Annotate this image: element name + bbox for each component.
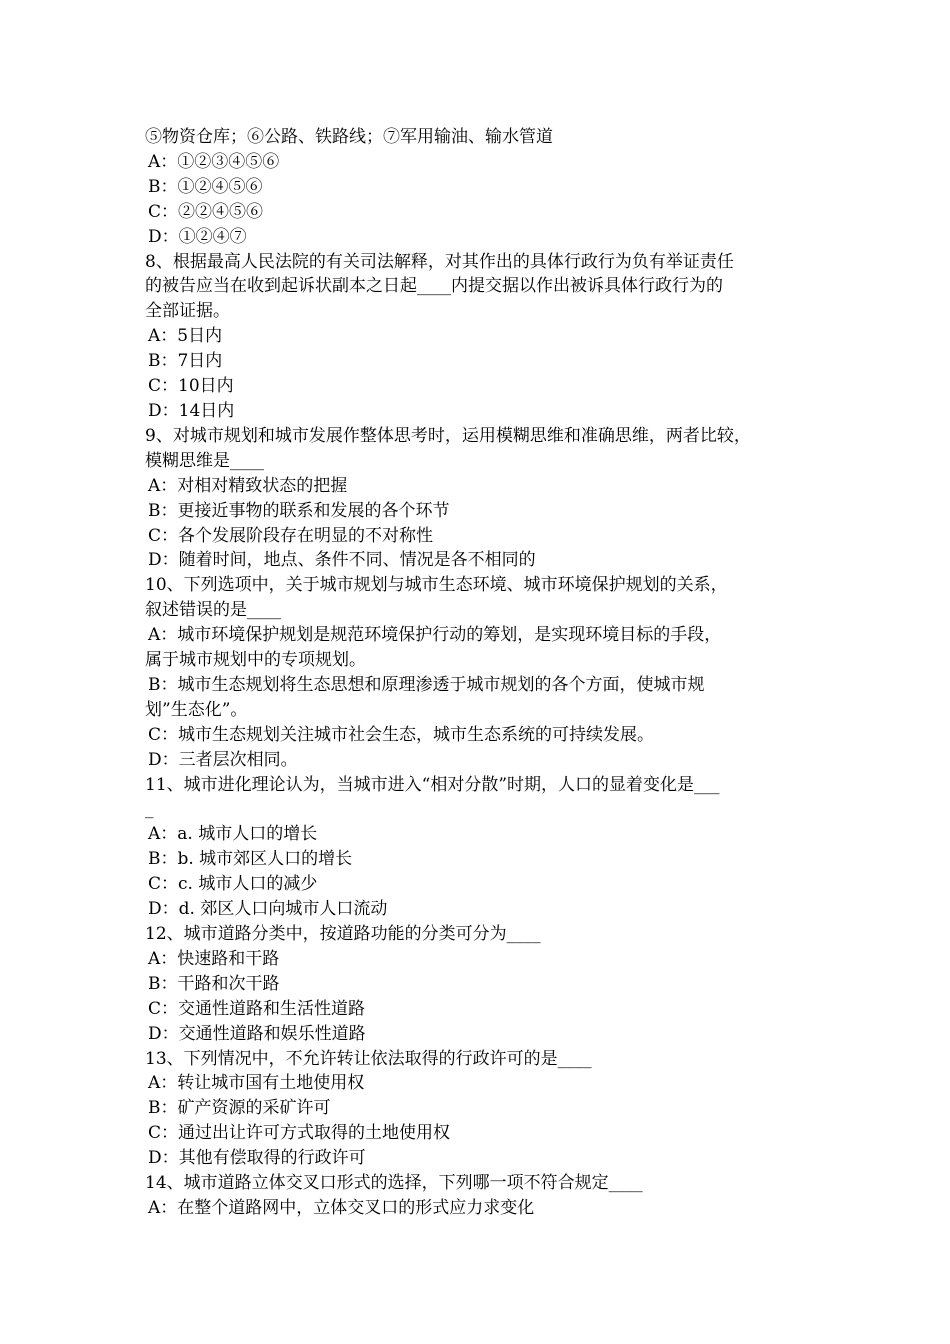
question-line: 13、下列情况中，不允许转让依法取得的行政许可的是____ (145, 1048, 592, 1069)
option-line: D：d. 郊区人口向城市人口流动 (148, 899, 388, 920)
option-line: D：随着时间，地点、条件不同、情况是各不相同的 (148, 550, 536, 571)
option-line: C：通过出让许可方式取得的土地使用权 (148, 1123, 451, 1144)
question-line: 的被告应当在收到起诉状副本之日起____内提交据以作出被诉具体行政行为的 (145, 276, 723, 297)
option-line: C：②②④⑤⑥ (148, 201, 264, 222)
option-line: A：在整个道路网中，立体交叉口的形式应力求变化 (148, 1197, 535, 1218)
question-line: 8、根据最高人民法院的有关司法解释，对其作出的具体行政行为负有举证责任 (145, 251, 734, 272)
option-line: D：其他有偿取得的行政许可 (148, 1148, 366, 1169)
question-line: 叙述错误的是____ (145, 600, 281, 621)
option-line: B：矿产资源的采矿许可 (148, 1098, 331, 1119)
option-line: D：交通性道路和娱乐性道路 (148, 1023, 366, 1044)
option-line: D：14日内 (148, 400, 235, 421)
question-line: 全部证据。 (145, 301, 230, 322)
question-line: 9、对城市规划和城市发展作整体思考时，运用模糊思维和准确思维，两者比较， (145, 425, 751, 446)
option-line: B：b. 城市郊区人口的增长 (148, 849, 353, 870)
option-continuation-line: 划”生态化”。 (145, 699, 248, 720)
option-line: A：城市环境保护规划是规范环境保护行动的筹划，是实现环境目标的手段， (148, 625, 722, 646)
question-line: 11、城市进化理论认为，当城市进入“相对分散”时期，人口的显着变化是___ (145, 774, 720, 795)
option-line: B：7日内 (148, 351, 223, 372)
option-line: C：10日内 (148, 376, 234, 397)
option-line: C：城市生态规划关注城市社会生态，城市生态系统的可持续发展。 (148, 724, 655, 745)
option-line: C：各个发展阶段存在明显的不对称性 (148, 525, 434, 546)
text-line: ⑤物资仓库；⑥公路、铁路线；⑦军用输油、输水管道 (145, 127, 553, 147)
option-line: A：a. 城市人口的增长 (148, 824, 318, 845)
option-continuation-line: 属于城市规划中的专项规划。 (145, 650, 366, 671)
question-line: _ (145, 799, 154, 820)
document-page (145, 125, 825, 1221)
option-line: A：对相对精致状态的把握 (148, 475, 348, 496)
option-line: D：①②④⑦ (148, 226, 247, 247)
option-line: C：交通性道路和生活性道路 (148, 998, 366, 1019)
option-line: D：三者层次相同。 (148, 749, 298, 770)
option-line: A：①②③④⑤⑥ (148, 151, 280, 172)
option-line: A：快速路和干路 (148, 948, 280, 969)
question-line: 14、城市道路立体交叉口形式的选择，下列哪一项不符合规定____ (145, 1173, 643, 1194)
option-line: A：5日内 (148, 326, 223, 347)
option-line: B：①②④⑤⑥ (148, 176, 263, 197)
option-line: B：城市生态规划将生态思想和原理渗透于城市规划的各个方面，使城市规 (148, 674, 705, 695)
question-line: 模糊思维是____ (145, 450, 264, 471)
option-line: C：c. 城市人口的减少 (148, 874, 318, 895)
option-line: B：更接近事物的联系和发展的各个环节 (148, 500, 450, 521)
question-line: 10、下列选项中，关于城市规划与城市生态环境、城市环境保护规划的关系， (145, 575, 728, 596)
option-line: B：干路和次干路 (148, 973, 280, 994)
question-line: 12、城市道路分类中，按道路功能的分类可分为____ (145, 924, 541, 944)
option-line: A：转让城市国有土地使用权 (148, 1073, 365, 1094)
